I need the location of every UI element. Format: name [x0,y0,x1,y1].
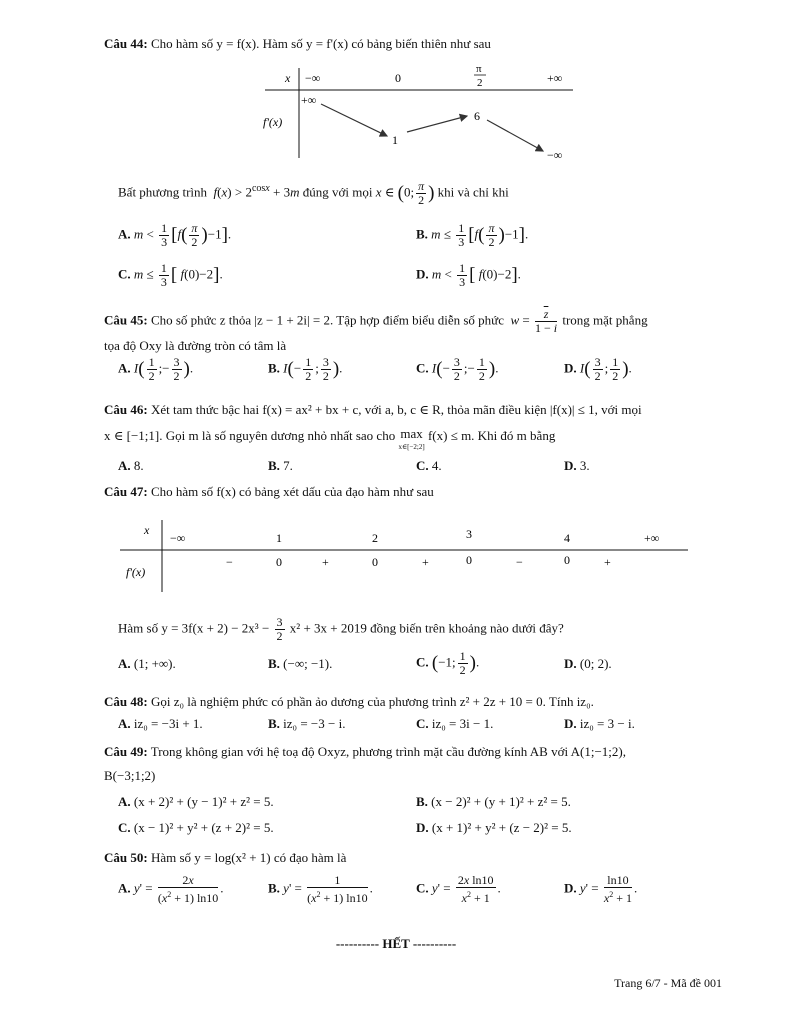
q44-label: Câu 44: [104,36,148,51]
q48-option-a[interactable] [118,716,203,732]
q47-signs [226,553,611,569]
q44-f-0: +∞ [301,93,317,107]
q47-x-1: 1 [276,531,282,545]
q47-x-4: 4 [564,531,570,545]
q46-line2-b: f(x) ≤ m. Khi đó m bằng [427,428,556,443]
q48-option-d-letter: D. [564,716,577,731]
q44-option-a-letter: A. [118,226,131,242]
q50-option-a-letter: A. [118,880,131,896]
q47-sign-1: 0 [276,555,282,569]
q46-option-b[interactable] [268,458,293,474]
q47-option-c[interactable]: C. (−1; $\frac{1}{2}$ ). [416,649,480,677]
q47-option-b[interactable] [268,656,332,672]
q50-option-c[interactable]: C. y' = $\frac{\text{2x ln10}}{x^2 + 1}$ . [416,873,501,905]
q47-x-3: 3 [466,527,472,541]
q49-option-d[interactable] [416,820,572,836]
q44-f-3: −∞ [547,148,563,162]
q47-sign-8: + [604,555,611,569]
q47-option-b-letter: B. [268,656,280,671]
q45-stem: Câu 45: Cho số phức z thỏa |z − 1 + 2i| = 2. Tập hợp điểm biểu diễn số phức w = $\frac{\overline{z}}{1 - i}$ trong mặt phẳng [104,307,648,335]
q47-x-2: 2 [372,531,378,545]
q50-stem [104,850,346,866]
q46-option-d-letter: D. [564,458,577,473]
q48-option-a-letter: A. [118,716,131,731]
q47-option-d-letter: D. [564,656,577,671]
q44-fp-label: f'(x) [263,115,283,129]
q45-line2: tọa độ Oxy là đường tròn có tâm là [104,338,287,353]
q49-line2: B(−3;1;2) [104,768,156,783]
q47-sign-4: + [422,555,429,569]
q49-option-b[interactable] [416,794,571,810]
q49-option-c-letter: C. [118,820,131,835]
q49-option-d-text: (x + 1)² + y² + (z − 2)² = 5. [431,820,572,835]
q46-option-c-text: 4. [431,458,442,473]
q46-option-a[interactable] [118,458,144,474]
q44-f-2: 6 [474,109,480,123]
q44-prompt: Bất phương trình $f(x) > 2^{cosx} + 3m$ đúng với mọi x ∈ (0; $\frac{\pi}{2}$ ) khi và chỉ khi [118,179,509,207]
q47-x-0: −∞ [170,531,186,545]
q44-x-label: x [285,71,291,85]
q50-option-b[interactable]: B. y' = $\frac{1}{(x^2 + 1) \ln 10}$ . [268,873,373,905]
q44-prompt-b: đúng với mọi [302,184,373,200]
q44-prompt-c: khi và chỉ khi [437,184,509,200]
q46-option-d[interactable] [564,458,590,474]
q45-stem-b: trong mặt phẳng [562,312,648,328]
q47-sign-table [118,516,692,596]
q44-option-c-letter: C. [118,266,131,282]
q44-arrow-down-2 [487,120,543,151]
q44-x-1: 0 [395,71,401,85]
q44-option-a[interactable]: A. m < $\frac{1}{3}$ [f( $\frac{\pi}{2}$ )−1]. [118,221,232,249]
q45-option-b[interactable]: B. I(− $\frac{1}{2}$ ; $\frac{3}{2}$ ). [268,355,343,383]
q47-sign-6: − [516,555,523,569]
q45-option-a-letter: A. [118,360,131,376]
q50-option-b-letter: B. [268,880,280,896]
q48-option-c-letter: C. [416,716,429,731]
q48-option-b-letter: B. [268,716,280,731]
q46-option-c-letter: C. [416,458,429,473]
q45-option-c[interactable]: C. I(− $\frac{3}{2}$ ;− $\frac{1}{2}$ ). [416,355,499,383]
q48-stem [104,694,594,710]
q44-f-1: 1 [392,133,398,147]
q44-stem-text: Cho hàm số y = f(x). Hàm số y = f'(x) có bảng biến thiên như sau [150,36,491,51]
q46-line2 [104,428,555,453]
q46-line1-text: Xét tam thức bậc hai f(x) = ax² + bx + c, với a, b, c ∈ R, thỏa mãn điều kiện |f(x)| ≤ 1, với mọi [150,402,642,417]
page-footer: Trang 6/7 - Mã đề 001 [614,976,722,990]
q44-variation-table [255,58,585,162]
q47-option-b-text: (−∞; −1). [283,656,333,671]
q50-option-a[interactable]: A. y' = $\frac{2x}{(x^2 + 1) \ln 10}$ . [118,873,224,905]
q46-option-d-text: 3. [579,458,590,473]
q46-line1 [104,402,642,418]
q48-option-b-text: iz₀ = −3 − i. [283,716,346,731]
q47-x-values [170,527,659,545]
q45-option-c-letter: C. [416,360,429,376]
q48-option-a-text: iz₀ = −3i + 1. [133,716,203,731]
q46-option-c[interactable] [416,458,442,474]
q47-prompt: Hàm số y = 3f(x + 2) − 2x³ − $\frac{3}{2}$ x² + 3x + 2019 đồng biến trên khoảng nào dưới đây? [118,615,564,643]
q44-option-b[interactable]: B. m ≤ $\frac{1}{3}$ [f( $\frac{\pi}{2}$ )−1]. [416,221,529,249]
q47-option-d[interactable] [564,656,612,672]
q44-stem [104,36,491,52]
q49-line1-text: Trong không gian với hệ toạ độ Oxyz, phương trình mặt cầu đường kính AB với A(1;−1;2), [150,744,626,759]
q47-prompt-b: x² + 3x + 2019 đồng biến trên khoảng nào dưới đây? [289,620,564,636]
q50-label: Câu 50: [104,850,148,865]
q44-x-0: −∞ [305,71,321,85]
q49-option-c-text: (x − 1)² + y² + (z + 2)² = 5. [133,820,274,835]
q47-option-a[interactable] [118,656,176,672]
q44-option-d[interactable]: D. m < $\frac{1}{3}$ [ f(0)−2]. [416,261,521,289]
q46-option-b-letter: B. [268,458,280,473]
q49-line1 [104,744,626,760]
q45-option-b-letter: B. [268,360,280,376]
q49-option-a-letter: A. [118,794,131,809]
q50-option-d[interactable]: D. y' = $\frac{\ln 10}{x^2 + 1}$ . [564,873,638,905]
q47-fp-label: f'(x) [126,565,146,579]
q45-option-d-letter: D. [564,360,577,376]
q44-x-3: +∞ [547,71,563,85]
q49-option-b-text: (x − 2)² + (y + 1)² + z² = 5. [431,794,571,809]
q47-option-c-letter: C. [416,654,429,670]
q45-option-a[interactable]: A. I( $\frac{1}{2}$ ;− $\frac{3}{2}$ ). [118,355,194,383]
q44-arrow-up [407,116,467,132]
q46-option-a-letter: A. [118,458,131,473]
q47-sign-2: + [322,555,329,569]
q48-label: Câu 48: [104,694,148,709]
q47-sign-0: − [226,555,233,569]
q46-option-b-text: 7. [283,458,293,473]
q47-stem [104,484,434,500]
q48-option-c-text: iz₀ = 3i − 1. [431,716,494,731]
q44-prompt-a: Bất phương trình [118,184,208,200]
q44-option-b-letter: B. [416,226,428,242]
q50-option-c-letter: C. [416,880,429,896]
q47-sign-5: 0 [466,553,472,567]
q49-option-b-letter: B. [416,794,428,809]
q47-stem-text: Cho hàm số f(x) có bảng xét dấu của đạo hàm như sau [150,484,434,499]
q47-x-5: +∞ [644,531,660,545]
q47-x-label: x [144,523,150,537]
q46-option-a-text: 8. [133,458,144,473]
q46-label: Câu 46: [104,402,148,417]
q44-arrow-down-1 [321,104,387,136]
q47-label: Câu 47: [104,484,148,499]
q49-option-a-text: (x + 2)² + (y − 1)² + z² = 5. [133,794,274,809]
q46-max: max x∈[−2;2] [398,426,425,451]
q50-option-d-letter: D. [564,880,577,896]
q48-option-d-text: iz₀ = 3 − i. [579,716,635,731]
q49-option-c[interactable] [118,820,274,836]
q47-sign-3: 0 [372,555,378,569]
q44-option-c[interactable]: C. m ≤ $\frac{1}{3}$ [ f(0)−2]. [118,261,223,289]
q47-sign-7: 0 [564,553,570,567]
q45-option-d[interactable]: D. I( $\frac{3}{2}$ ; $\frac{1}{2}$ ). [564,355,632,383]
q49-option-a[interactable] [118,794,274,810]
q48-option-b[interactable] [268,716,345,732]
q44-option-d-letter: D. [416,266,429,282]
q49-option-d-letter: D. [416,820,429,835]
q45-label: Câu 45: [104,312,148,328]
q47-prompt-a: Hàm số y = 3f(x + 2) − 2x³ − [118,620,270,636]
q48-option-d[interactable] [564,716,635,732]
q48-option-c[interactable] [416,716,493,732]
q46-max-sub: x∈[−2;2] [398,443,425,451]
end-marker: ---------- HẾT ---------- [335,936,457,951]
q46-line2-a: x ∈ [−1;1]. Gọi m là số nguyên dương nhỏ nhất sao cho [104,428,396,443]
q44-x-2b: 2 [477,77,483,89]
q50-stem-text: Hàm số y = log(x² + 1) có đạo hàm là [150,850,347,865]
q47-option-a-letter: A. [118,656,131,671]
q47-option-d-text: (0; 2). [579,656,612,671]
q49-label: Câu 49: [104,744,148,759]
q44-x-2a: π [476,63,482,75]
q45-stem-a: Cho số phức z thỏa |z − 1 + 2i| = 2. Tập hợp điểm biểu diễn số phức [150,312,504,328]
q47-option-a-text: (1; +∞). [133,656,176,671]
q48-stem-text: Gọi z₀ là nghiệm phức có phần ảo dương của phương trình z² + 2z + 10 = 0. Tính iz₀. [150,694,594,709]
